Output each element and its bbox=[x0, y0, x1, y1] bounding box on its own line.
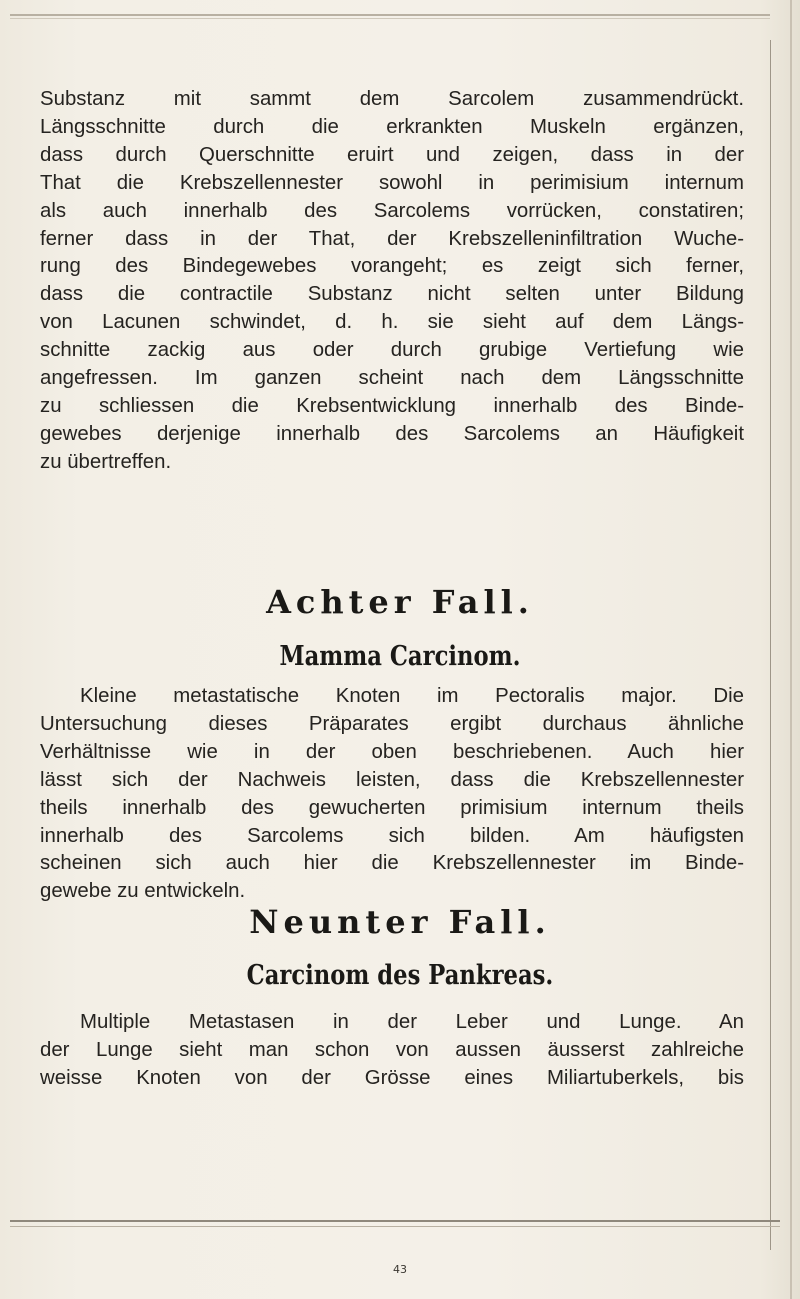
text-line: zu übertreffen. bbox=[40, 450, 172, 473]
text-line: dass die contractile Substanz nicht selten unter Bildung bbox=[40, 283, 744, 306]
text-line: Kleine metastatische Knoten im Pectoralis major. Die bbox=[80, 685, 744, 707]
text-line: ferner dass in der That, der Krebszelleninfiltration Wuche- bbox=[40, 227, 744, 250]
right-border-rule bbox=[770, 40, 771, 1250]
text-line: That die Krebszellennester sowohl in perimisium internum bbox=[40, 171, 744, 194]
text-line: angefressen. Im ganzen scheint nach dem Längsschnitte bbox=[40, 367, 744, 390]
text-line: gewebes derjenige innerhalb des Sarcolems an Häufigkeit bbox=[40, 422, 744, 445]
right-edge-rule bbox=[790, 0, 792, 1299]
text-line: innerhalb des Sarcolems sich bilden. Am häufigsten bbox=[40, 824, 744, 847]
text-line: zu schliessen die Krebsentwicklung innerhalb des Binde- bbox=[40, 394, 744, 417]
section-title-mamma-carcinom: Mamma Carcinom. bbox=[279, 641, 521, 672]
text-line: rung des Bindegewebes vorangeht; es zeigt sich ferner, bbox=[40, 255, 744, 278]
section-heading-achter-fall: Achter Fall. bbox=[266, 583, 534, 621]
top-border-rule-inner bbox=[10, 18, 770, 19]
text-line: Multiple Metastasen in der Leber und Lunge. An bbox=[80, 1011, 744, 1033]
text-line: dass durch Querschnitte eruirt und zeigen, dass in der bbox=[40, 143, 744, 166]
text-line: Verhältnisse wie in der oben beschriebenen. Auch hier bbox=[40, 740, 744, 763]
text-line: gewebe zu entwickeln. bbox=[40, 880, 246, 903]
section-title-carcinom-des-pankreas: Carcinom des Pankreas. bbox=[246, 960, 554, 991]
text-line: Substanz mit sammt dem Sarcolem zusammendrückt. bbox=[40, 88, 744, 110]
section-heading-neunter-fall: Neunter Fall. bbox=[249, 903, 551, 941]
text-line: theils innerhalb des gewucherten primisium internum theils bbox=[40, 796, 744, 819]
section-9-paragraph bbox=[40, 1009, 744, 1093]
text-line: lässt sich der Nachweis leisten, dass die Krebszellennester bbox=[40, 768, 744, 791]
continued-paragraph bbox=[40, 86, 744, 477]
top-border-rule bbox=[10, 14, 770, 16]
text-line: scheinen sich auch hier die Krebszellennester im Binde- bbox=[40, 852, 744, 875]
bottom-border-rule bbox=[10, 1220, 780, 1222]
text-line: schnitte zackig aus oder durch grubige Vertiefung wie bbox=[40, 339, 744, 362]
bottom-border-rule-inner bbox=[10, 1226, 780, 1227]
text-line: der Lunge sieht man schon von aussen äusserst zahlreiche bbox=[40, 1038, 744, 1061]
text-line: weisse Knoten von der Grösse eines Miliartuberkels, bis bbox=[40, 1066, 744, 1089]
page-number: 43 bbox=[393, 1263, 407, 1276]
section-8-paragraph bbox=[40, 683, 744, 906]
text-line: von Lacunen schwindet, d. h. sie sieht auf dem Längs- bbox=[40, 311, 744, 334]
text-line: als auch innerhalb des Sarcolems vorrücken, constatiren; bbox=[40, 199, 744, 222]
text-line: Längsschnitte durch die erkrankten Muskeln ergänzen, bbox=[40, 115, 744, 138]
text-line: Untersuchung dieses Präparates ergibt durchaus ähnliche bbox=[40, 712, 744, 735]
